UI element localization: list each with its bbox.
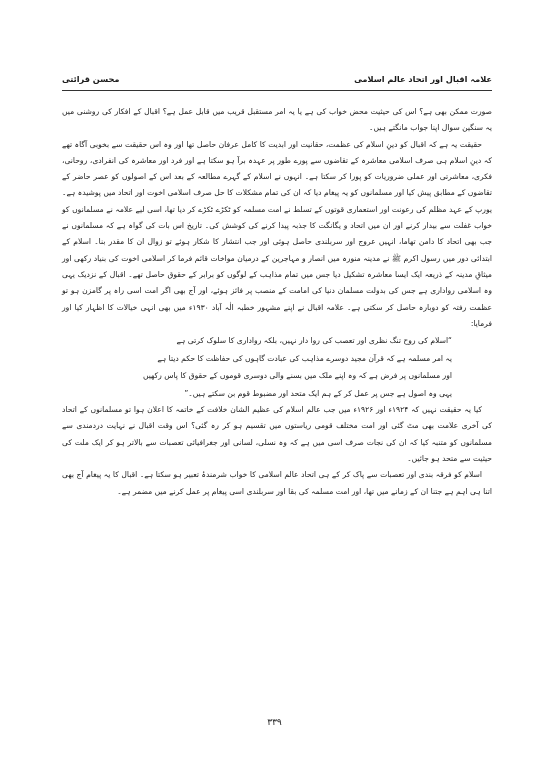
body-text [62,104,492,500]
page-number: ۳۳۹ [267,718,282,728]
quote-line: “اسلام کی روح تنگ نظری اور تعصب کی روا دار نہیں، بلکہ رواداری کا سلوک کرتی ہے [176,336,452,346]
quote-line: اور مسلمانوں پر فرض ہے کہ وہ اپنے ملک میں بسنے والی دوسری قوموں کے حقوق کا پاس رکھیں [142,371,452,381]
header-author: محسن قرائتی [62,74,120,84]
quote-line: یہ امر مسلمہ ہے کہ قرآن مجید دوسرے مذاہب کی عبادت گاہوں کی حفاظت کا حکم دیتا ہے [157,353,452,363]
header-title: علامہ اقبال اور اتحاد عالم اسلامی [354,74,492,84]
header-divider [62,90,492,91]
block-quote [102,332,452,402]
paragraph: حقیقت یہ ہے کہ اقبال کو دینِ اسلام کی عظمت، حقانیت اور ابدیت کا کامل عرفان حاصل تھا اور وہ اس حقیقت سے بخوبی آگاہ تھے کہ دینِ اسلام ہی صرف اسلامی معاشرہ کے تقاضوں سے پورے طور پر عہدہ برآ ہو سکتا ہے اور فرد اور معاشرہ کی انفرادی، روحانی، فکری، معاشرتی اور عملی ضروریات کو پورا کر سکتا ہے۔ انہوں نے اسلام کے گہرے مطالعہ کے بعد اس کے اصولوں کو عصر حاضر کے تقاضوں کے مطابق پیش کیا اور مسلمانوں کو یہ پیغام دیا کہ ان کی تمام مشکلات کا حل صرف اسلامی اخوت اور اتحاد میں پوشیدہ ہے۔ یورپ کے عہد مظلم کی رعونت اور استعماری قوتوں کے تسلط نے امت مسلمہ کو ٹکڑے ٹکڑے کر دیا تھا، اسی لیے علامہ نے مسلمانوں کو خواب غفلت سے بیدار کرنے اور ان میں اتحاد و یگانگت کا جذبہ پیدا کرنے کی کوشش کی۔ تاریخ اس بات کی گواہ ہے کہ مسلمانوں نے جب بھی اتحاد کا دامن تھاما، انہیں عروج اور سربلندی حاصل ہوئی اور جب انتشار کا شکار ہوئے تو زوال ان کا مقدر بنا۔ اسلام کے ابتدائی دور میں رسول اکرم ﷺ نے مدینہ منورہ میں انصار و مہاجرین کے درمیان مواخات قائم فرما کر اسلامی اخوت کی بنیاد رکھی اور میثاقِ مدینہ کے ذریعہ ایک ایسا معاشرہ تشکیل دیا جس میں تمام مذاہب کے لوگوں کو برابر کے حقوق حاصل تھے۔ اقبال کے نزدیک یہی وہ اسلامی رواداری ہے جس کی بدولت مسلمان دنیا کی امامت کے منصب پر فائز ہوئے، اور آج بھی اگر امت اسی راہ پر گامزن ہو تو عظمت رفتہ کو دوبارہ حاصل کر سکتی ہے۔ علامہ اقبال نے اپنے مشہور خطبہ الٰہ آباد ۱۹۳۰ء میں بھی انہی خیالات کا اظہار کیا اور فرمایا: [62,139,492,328]
paragraph: اسلام کو فرقہ بندی اور تعصبات سے پاک کر کے ہی اتحاد عالم اسلامی کا خواب شرمندۂ تعبیر ہو سکتا ہے۔ اقبال کا یہ پیغام آج بھی اتنا ہی اہم ہے جتنا ان کے زمانے میں تھا، اور امت مسلمہ کی بقا اور سربلندی اسی پیغام پر عمل کرنے میں مضمر ہے۔ [62,470,492,496]
running-header [62,74,492,88]
quote-line: یہی وہ اصول ہے جس پر عمل کر کے ہم ایک متحد اور مضبوط قوم بن سکتے ہیں۔” [184,388,452,398]
paragraph: کیا یہ حقیقت نہیں کہ ۱۹۲۴ء اور ۱۹۲۶ء میں جب عالم اسلام کی عظیم الشان خلافت کے خاتمہ کا اعلان ہوا تو مسلمانوں کے اتحاد کی آخری علامت بھی مٹ گئی اور امت مختلف قومی ریاستوں میں تقسیم ہو کر رہ گئی؟ اس وقت اقبال نے نہایت دردمندی سے مسلمانوں کو متنبہ کیا کہ ان کی نجات صرف اسی میں ہے کہ وہ نسلی، لسانی اور جغرافیائی تعصبات سے بالاتر ہو کر ایک ملت کی حیثیت سے متحد ہو جائیں۔ [62,405,492,464]
paragraph: صورت ممکن بھی ہے؟ اس کی حیثیت محض خواب کی ہے یا یہ امر مستقبل قریب میں قابل عمل ہے؟ اقبال کے افکار کی روشنی میں یہ سنگین سوال اپنا جواب مانگتے ہیں۔ [62,107,492,133]
